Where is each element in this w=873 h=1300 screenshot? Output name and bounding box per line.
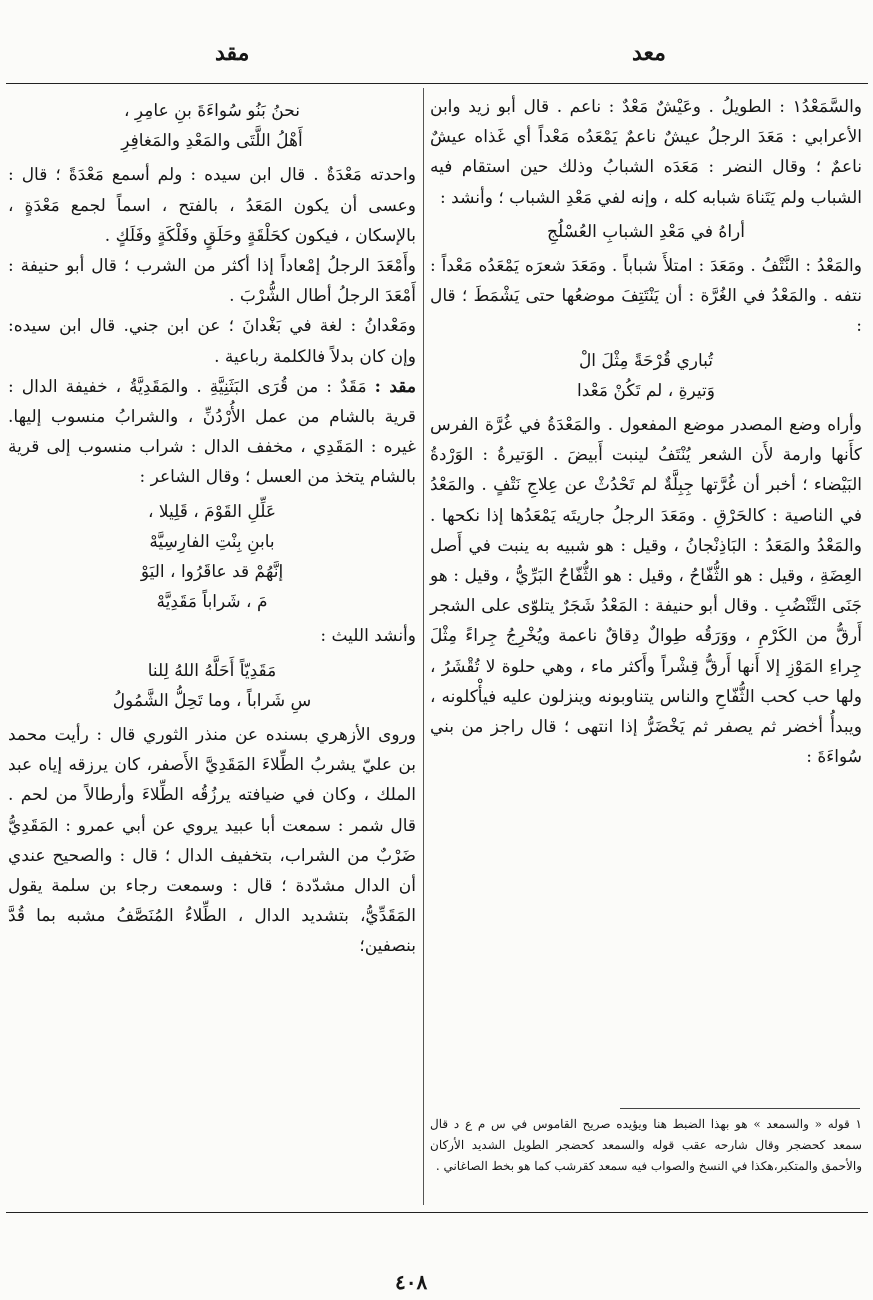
right-column: [430, 92, 862, 772]
paragraph: والسَّمَعْدُ١ : الطويلُ . وعَيْشٌ مَعْدٌ : ناعم . قال أبو زيد وابن الأعرابي : مَعَدَ الرجلُ عيشٌ ناعمٌ يَمْعَدُه مَعْداً أي غَذاه عيشٌ ناعمٌ ؛ وقال النضر : مَعَدَه الشبابُ وذلك حين استقام فيه الشباب ولم يَتَناهَ شبابه كله ، وإنه لفي مَعْدِ الشباب ؛ وأنشد :: [430, 97, 862, 208]
verse-line: عَلِّلِ القَوْمَ ، قَلِيلا ،: [147, 501, 277, 522]
header-rule: [6, 83, 868, 84]
verse-line: سِ شَراباً ، وما تَحِلُّ الشَّمُولُ: [112, 690, 312, 711]
header-word-right: معد: [632, 40, 666, 66]
verse-line: وَتيرةِ ، لم تَكُنْ مَعْدا: [577, 380, 715, 401]
paragraph: وأراه وضع المصدر موضع المفعول . والمَعْدَةُ في غُرَّة الفرس كأَنها وارمة لأَن الشعر يُنْتَفُ لينبت أَبيضَ . الوَتيرةُ : الوَرْدةُ البَيْضاء ؛ أخبر أن غُرَّتها جِبِلَّةٌ لم تَحْدُثْ عن عِلاجِ نَتْفٍ . والمَعْدُ في الناصية : كالحَرْقِ . ومَعَدَ الرجلُ جاريتَه يَمْعَدُها إذا نكحها . والمَعْدُ والمَعَدُ : البَاذِنْجانُ ، وقيل : هو شبيه به ينبت في أَصل العِضَةِ ، وقيل : هو الثُّفّاحُ ، وقيل : هو الثُّفّاحُ البَرِّيُّ ، وقيل : هو جَنَى التَّنْضُبِ . وقال أبو حنيفة : المَعْدُ شَجَرٌ يتلوّى على الشجر أَرقُّ من الكَرْمِ ، ووَرَقُه طِوالٌ دِقاقٌ ناعمة ويُخْرِجُ جِراءً مِثْلَ جِراءِ المَوْزِ إلا أَنها أَرقُّ قِشْراً وأَكثر ماء ، وهي حلوة لا تُقْشَرُ ، ولها حب كحب الثُّفّاحِ والناس يتناوبونه وينزلون عليه فيأْكلونه ، ويبدأُ أخضر ثم يصفر ثم يَخْضَرُّ إذا انتهى ؛ قال راجز من بني سُواءَةَ :: [430, 415, 862, 768]
verse-line: مَ ، شَراباً مَقَدِيَّهْ: [156, 592, 268, 613]
verse-line: تُباري قُرْحَةً مِثْلَ الْ: [578, 350, 714, 371]
verse-line: أراهُ في مَعْدِ الشبابِ العُسْلُجِ: [547, 221, 745, 242]
verse: [8, 497, 416, 618]
footer-rule: [6, 1212, 868, 1213]
paragraph: والمَعْدُ : النَّتْفُ . ومَعَدَ : امتلأَ شباباً . ومَعَدَ شعرَه يَمْعَدُه مَعْداً : نتفه . والمَعْدُ في الغُرَّة : أن يَنْتَتِفَ موضعُها حتى يَشْمَطَ ؛ قال :: [430, 256, 862, 337]
verse: [430, 346, 862, 406]
verse: [8, 96, 416, 156]
page-number: ٤٠٨: [395, 1270, 428, 1294]
paragraph: وأَمْعَدَ الرجلُ إمْعاداً إذا أكثر من الشرب ؛ قال أبو حنيفة : أَمْعَدَ الرجلُ أطال الشُّرْبَ .: [8, 256, 416, 307]
verse-line: إنَّهُمْ قد عاقَرُوا ، اليَوْ: [140, 562, 284, 583]
verse: [430, 217, 862, 247]
paragraph: ومَعْدانُ : لغة في بَغْدانَ ؛ عن ابن جني. قال ابن سيده: وإن كان بدلاً فالكلمة رباعية .: [8, 316, 416, 367]
paragraph: واحدته مَعْدَةٌ . قال ابن سيده : ولم أسمع مَعْدَةً ؛ قال : وعسى أن يكون المَعَدُ ، بالفتح ، اسماً لجمع مَعْدَةٍ ، بالإسكان ، فيكون كحَلْقَةٍ وحَلَقٍ وفَلْكَةٍ وفَلَكٍ .: [8, 165, 416, 246]
column-divider: [423, 88, 424, 1205]
entry-head: مقد :: [374, 376, 416, 397]
verse-line: بابنِ بِنْتِ الفارِسِيَّهْ: [149, 531, 275, 552]
left-column: [8, 92, 416, 962]
verse-line: مَقَدِيّاً أَحَلَّهُ اللهُ لِلنا: [147, 660, 277, 681]
paragraph: وروى الأزهري بسنده عن منذر الثوري قال : رأيت محمد بن عليّ يشربُ الطِّلاءَ المَقَدِيَّ الأَصفر، كان يرزقه إياه عبد الملك ، وكان في ضيافته يرزُقُه الطِّلاءَ وأرطالاً من لحم . قال شمر : سمعت أبا عبيد يروي عن أبي عمرو : المَقَدِيُّ ضَرْبٌ من الشراب، بتخفيف الدال ؛ قال : والصحيح عندي أن الدال مشدّدة ؛ قال : وسمعت رجاء بن سلمة يقول المَقَدِّيُّ، بتشديد الدال ، الطِّلاءُ المُنَصَّفُ مشبه بما قُدَّ بنصفين؛: [8, 725, 416, 957]
footnote-rule: [620, 1108, 860, 1109]
verse-line: نحنُ بَنُو سُواءَةَ بنِ عامِرِ ،: [124, 101, 300, 121]
verse-line: أَهْلُ اللَّتَى والمَعْدِ والمَغافِرِ: [121, 131, 303, 152]
paragraph: وأنشد الليث :: [320, 626, 416, 647]
verse: [8, 656, 416, 716]
entry-paragraph: [8, 372, 416, 493]
header-word-left: مقد: [215, 40, 250, 66]
footnote: ١ قوله « والسمعد » هو بهذا الضبط هنا ويؤيده صريح القاموس في س م ع د قال سمعد كحضجر وقال شارحه عقب قوله والسمعد كحضجر الطويل الشديد الأركان والأحمق والمتكبر،هكذا في النسخ والصواب فيه سمعد كقرشب كما هو بخط الصاغاني .: [430, 1117, 862, 1173]
entry-text: مَقَدٌ : من قُرَى البَثَنِيَّةِ . والمَقَدِيَّةُ ، خفيفة الدال : قرية بالشام من عمل الأُرْدُنِّ ، والشرابُ منسوب إليها. غيره : المَقَدِي ، مخفف الدال : شراب منسوب إلى قرية بالشام يتخذ من العسل ؛ وقال الشاعر :: [8, 376, 416, 488]
